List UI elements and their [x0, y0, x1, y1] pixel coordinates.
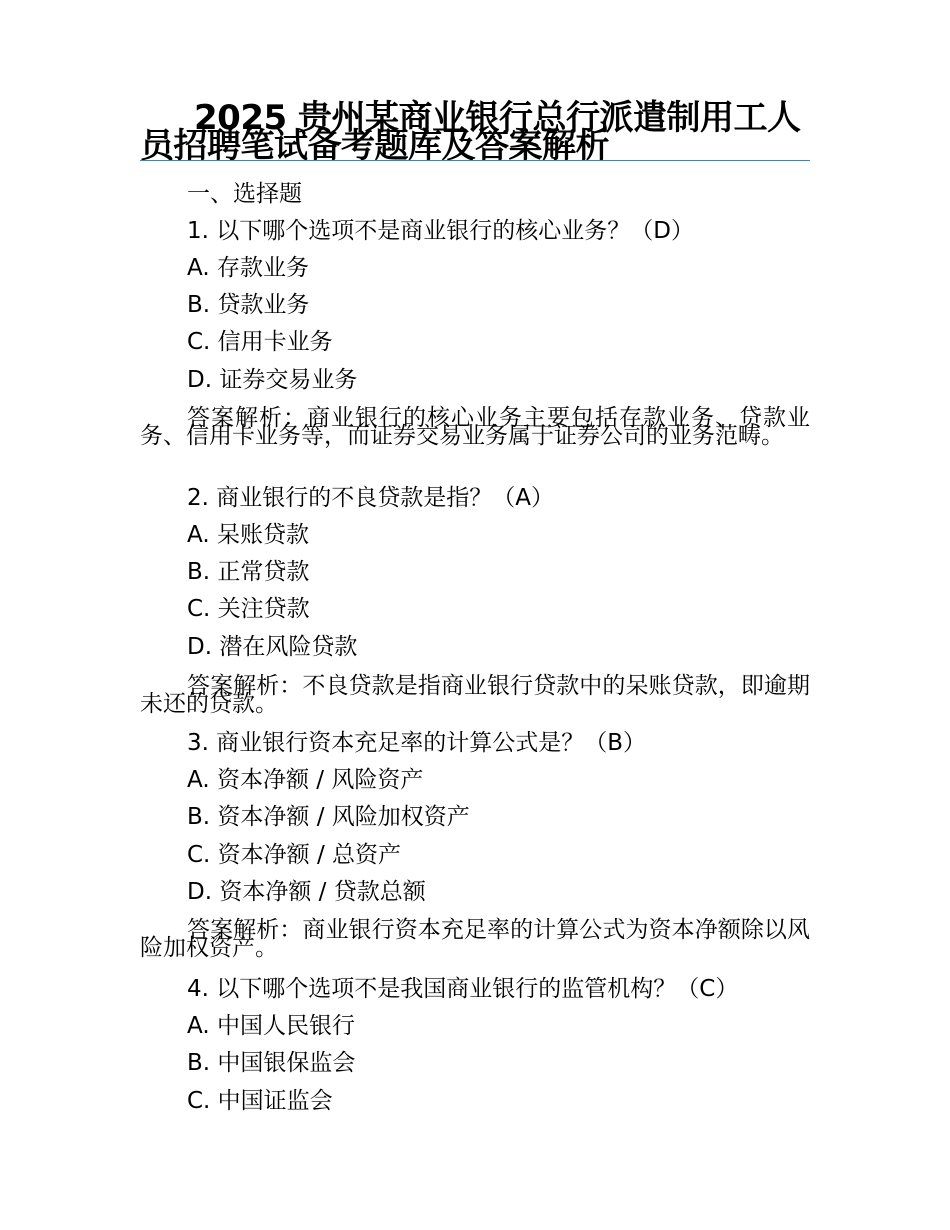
- question-4-option-c: C. 中国证监会: [187, 1088, 333, 1114]
- question-3-stem: 3. 商业银行资本充足率的计算公式是？（B）: [187, 730, 647, 756]
- question-3-option-d: D. 资本净额 / 贷款总额: [187, 879, 426, 905]
- question-1-stem: 1. 以下哪个选项不是商业银行的核心业务？（D）: [187, 218, 694, 244]
- title-underline: [140, 160, 810, 161]
- question-2-stem: 2. 商业银行的不良贷款是指？（A）: [187, 485, 554, 511]
- question-1-option-b: B. 贷款业务: [187, 292, 310, 318]
- question-1-option-c: C. 信用卡业务: [187, 329, 333, 355]
- question-2-explanation: 答案解析：不良贷款是指商业银行贷款中的呆账贷款，即逾期未还的贷款。: [140, 673, 810, 717]
- document-title: 2025 贵州某商业银行总行派遣制用工人员招聘笔试备考题库及答案解析: [140, 98, 801, 166]
- question-3-explanation: 答案解析：商业银行资本充足率的计算公式为资本净额除以风险加权资产。: [140, 917, 810, 961]
- question-1-option-d: D. 证券交易业务: [187, 367, 358, 393]
- section-heading: 一、选择题: [187, 181, 302, 207]
- question-3-option-a: A. 资本净额 / 风险资产: [187, 767, 424, 793]
- question-3-option-b: B. 资本净额 / 风险加权资产: [187, 804, 470, 830]
- question-2-option-a: A. 呆账贷款: [187, 522, 309, 548]
- question-2-option-b: B. 正常贷款: [187, 559, 310, 585]
- question-2-option-d: D. 潜在风险贷款: [187, 634, 358, 660]
- question-1-explanation: 答案解析：商业银行的核心业务主要包括存款业务、贷款业务、信用卡业务等，而证券交易业务属于证券公司的业务范畴。: [140, 405, 810, 449]
- question-3-option-c: C. 资本净额 / 总资产: [187, 842, 402, 868]
- question-4-option-a: A. 中国人民银行: [187, 1013, 355, 1039]
- question-4-option-b: B. 中国银保监会: [187, 1050, 356, 1076]
- question-1-option-a: A. 存款业务: [187, 255, 309, 281]
- question-2-option-c: C. 关注贷款: [187, 596, 310, 622]
- question-4-stem: 4. 以下哪个选项不是我国商业银行的监管机构？（C）: [187, 976, 739, 1002]
